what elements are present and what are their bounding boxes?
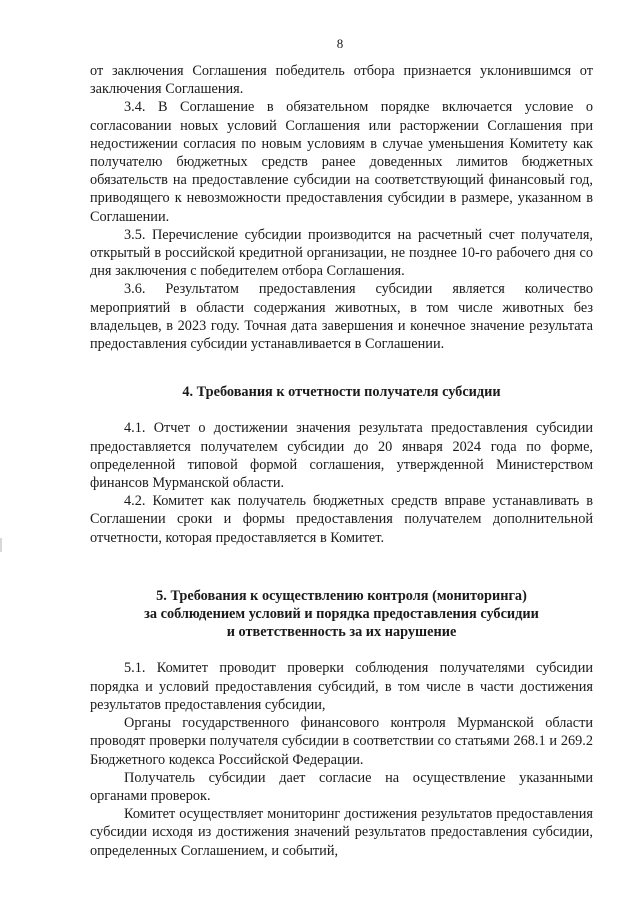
paragraph-5-1: 5.1. Комитет проводит проверки соблюдения получателями субсидии порядка и условий предоставления субсидий, в том числе в части достижения результатов предоставления субсидии, <box>90 660 593 713</box>
paragraph-4-2: 4.2. Комитет как получатель бюджетных средств вправе устанавливать в Соглашении сроки и формы предоставления получателем дополнительной отчетности, которая предоставляется в Комитет. <box>90 493 593 546</box>
paragraph-continuation: от заключения Соглашения победитель отбора признается уклонившимся от заключения Соглашения. <box>90 63 593 98</box>
section-heading-5-line-3: и ответственность за их нарушение <box>226 624 457 641</box>
paragraph-3-6: 3.6. Результатом предоставления субсидии является количество мероприятий в области содержания животных, в том числе животных без владельцев, в 2023 году. Точная дата завершения и конечное значение результата предоставления субсидии устанавливается в Соглашении. <box>90 281 593 353</box>
scan-margin-mark <box>0 538 2 552</box>
section-heading-5-line-2: за соблюдением условий и порядка предоставления субсидии <box>144 606 539 623</box>
paragraph-monitoring: Комитет осуществляет мониторинг достижения результатов предоставления субсидии исходя из достижения значений результатов предоставления субсидии, определенных Соглашением, и событий, <box>90 806 593 859</box>
section-heading-5 <box>90 587 593 642</box>
paragraph-3-5: 3.5. Перечисление субсидии производится на расчетный счет получателя, открытый в российской кредитной организации, не позднее 10-го рабочего дня со дня заключения с победителем отбора Соглашения. <box>90 226 593 280</box>
paragraph-financial-control: Органы государственного финансового контроля Мурманской области проводят проверки получателя субсидии в соответствии со статьями 268.1 и 269.2 Бюджетного кодекса Российской Федерации. <box>90 715 593 768</box>
paragraph-consent: Получатель субсидии дает согласие на осуществление указанными органами проверок. <box>90 769 593 804</box>
section-heading-5-line-1: 5. Требования к осуществлению контроля (мониторинга) <box>156 587 527 604</box>
page-number: 8 <box>336 36 344 51</box>
paragraph-4-1: 4.1. Отчет о достижении значения результата предоставления субсидии предоставляется получателем субсидии до 20 января 2024 года по форме, определенной типовой формой соглашения, утвержденной Министерством финансов Мурманской области. <box>90 420 593 492</box>
section-heading-4-line: 4. Требования к отчетности получателя субсидии <box>182 384 501 401</box>
paragraph-3-4: 3.4. В Соглашение в обязательном порядке включается условие о согласовании новых условий Соглашения или расторжении Соглашения при недостижении согласия по новым условиям в случае уменьшения Комитету как получателю бюджетных средств ранее доведенных лимитов бюджетных обязательств на предоставление субсидии на соответствующий финансовый год, приводящего к невозможности предоставления субсидии в размере, указанном в Соглашении. <box>90 99 593 225</box>
document-body <box>90 62 593 860</box>
section-heading-4 <box>90 383 593 401</box>
